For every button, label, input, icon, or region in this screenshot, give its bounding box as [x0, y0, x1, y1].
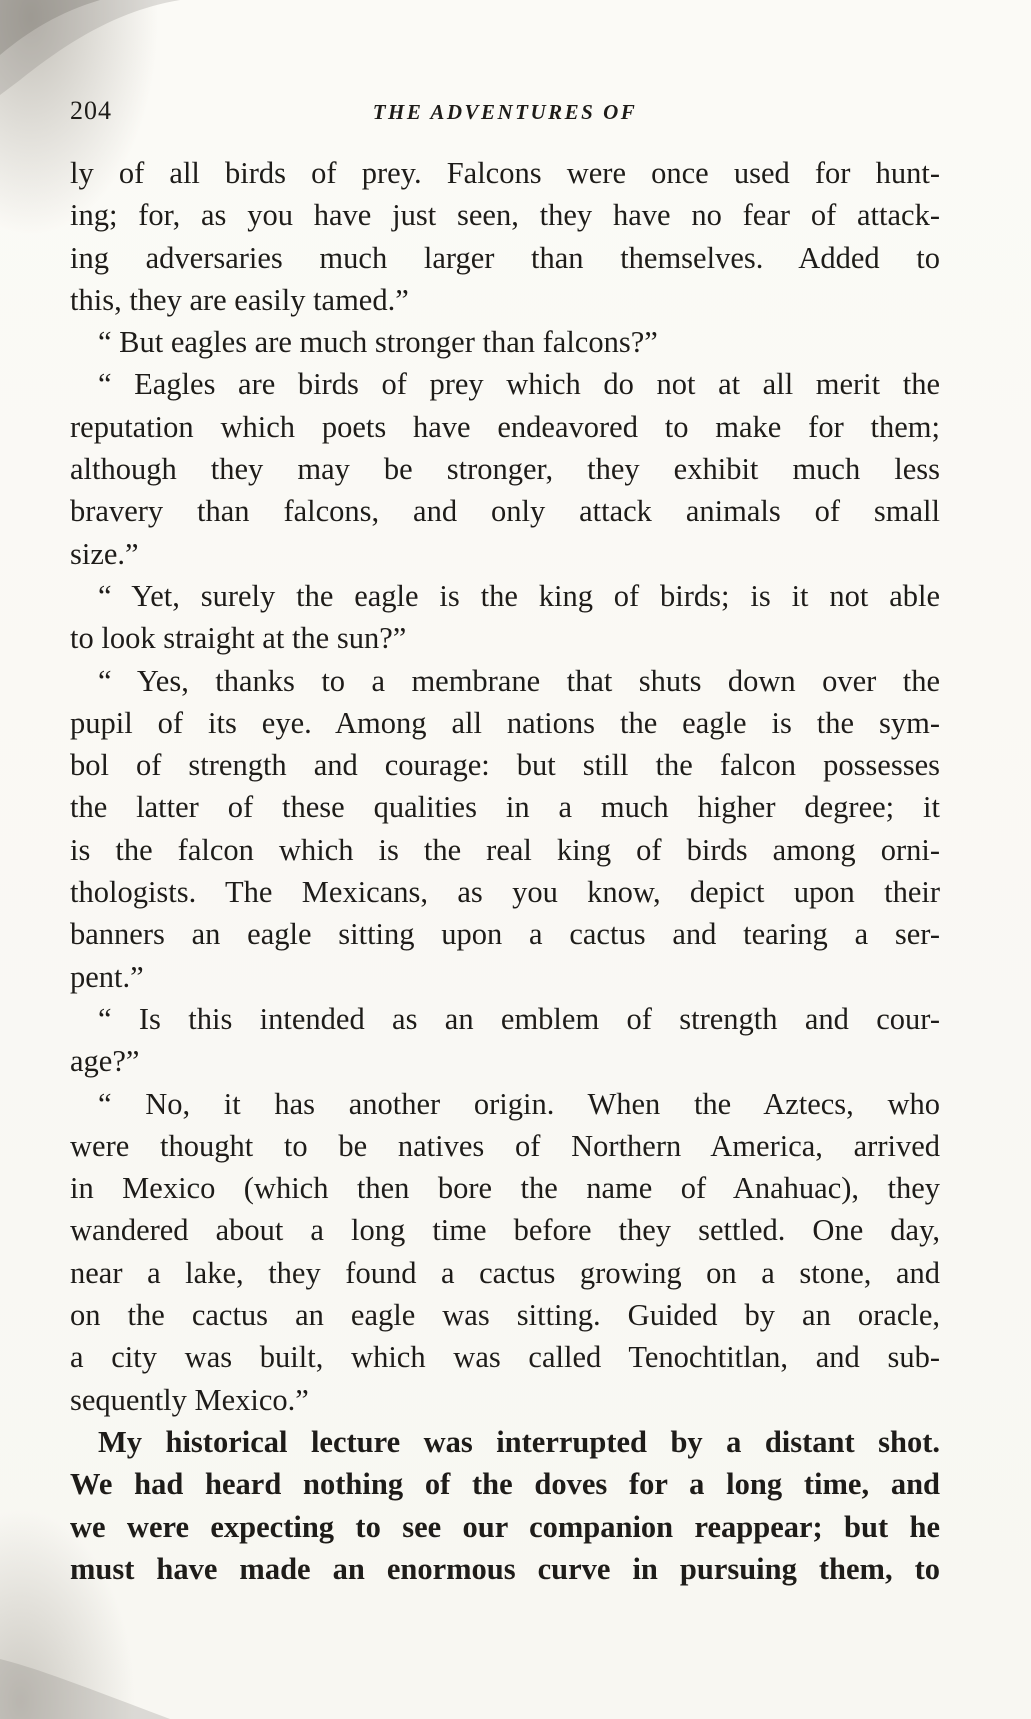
text-line: in Mexico (which then bore the name of Anahuac), they — [70, 1171, 940, 1206]
text-line: ing adversaries much larger than themselves. Added to — [70, 240, 940, 275]
text-line: ing; for, as you have just seen, they have no fear of attack- — [70, 198, 940, 233]
text-line: “ Eagles are birds of prey which do not at all merit the — [98, 367, 940, 402]
text-line: reputation which poets have endeavored to make for them; — [70, 409, 940, 444]
text-line: My historical lecture was interrupted by a distant shot. — [98, 1424, 940, 1459]
text-line: this, they are easily tamed.” — [70, 282, 409, 317]
text-line: bravery than falcons, and only attack animals of small — [70, 494, 940, 529]
text-line: “ Is this intended as an emblem of strength and cour- — [98, 1001, 940, 1036]
text-line: ly of all birds of prey. Falcons were once used for hunt- — [70, 156, 940, 190]
text-line: “ No, it has another origin. When the Aztecs, who — [98, 1086, 940, 1121]
page-header — [70, 96, 940, 136]
text-line: were thought to be natives of Northern America, arrived — [70, 1128, 940, 1163]
text-line: We had heard nothing of the doves for a long time, and — [70, 1467, 940, 1502]
text-line: we were expecting to see our companion reappear; but he — [70, 1509, 940, 1544]
text-line: thologists. The Mexicans, as you know, depict upon their — [70, 875, 940, 910]
text-line: bol of strength and courage: but still the falcon possesses — [70, 748, 940, 783]
text-line: a city was built, which was called Tenochtitlan, and sub- — [70, 1340, 940, 1375]
text-line: the latter of these qualities in a much higher degree; it — [70, 790, 940, 825]
text-line: must have made an enormous curve in pursuing them, to — [70, 1551, 940, 1586]
text-line: “ But eagles are much stronger than falcons?” — [98, 325, 658, 360]
text-line: age?” — [70, 1044, 140, 1079]
text-line: banners an eagle sitting upon a cactus and tearing a ser- — [70, 917, 940, 952]
text-line: pent.” — [70, 959, 144, 994]
text-line: wandered about a long time before they settled. One day, — [70, 1213, 940, 1248]
scan-smudge-top-left — [0, 0, 180, 110]
body-text — [70, 152, 940, 1590]
text-line: “ Yes, thanks to a membrane that shuts down over the — [98, 663, 940, 698]
text-line: to look straight at the sun?” — [70, 621, 407, 656]
text-line: on the cactus an eagle was sitting. Guided by an oracle, — [70, 1298, 940, 1333]
text-line: “ Yet, surely the eagle is the king of birds; is it not able — [98, 578, 940, 613]
text-line: although they may be stronger, they exhibit much less — [70, 452, 940, 487]
text-line: pupil of its eye. Among all nations the eagle is the sym- — [70, 705, 940, 740]
text-line: is the falcon which is the real king of birds among orni- — [70, 832, 940, 867]
text-line: size.” — [70, 536, 139, 571]
text-line: near a lake, they found a cactus growing on a stone, and — [70, 1255, 940, 1290]
page-number: 204 — [70, 96, 112, 125]
scan-smudge-bottom-left — [0, 1639, 170, 1719]
text-line: sequently Mexico.” — [70, 1382, 309, 1417]
running-head: THE ADVENTURES OF — [372, 100, 638, 124]
